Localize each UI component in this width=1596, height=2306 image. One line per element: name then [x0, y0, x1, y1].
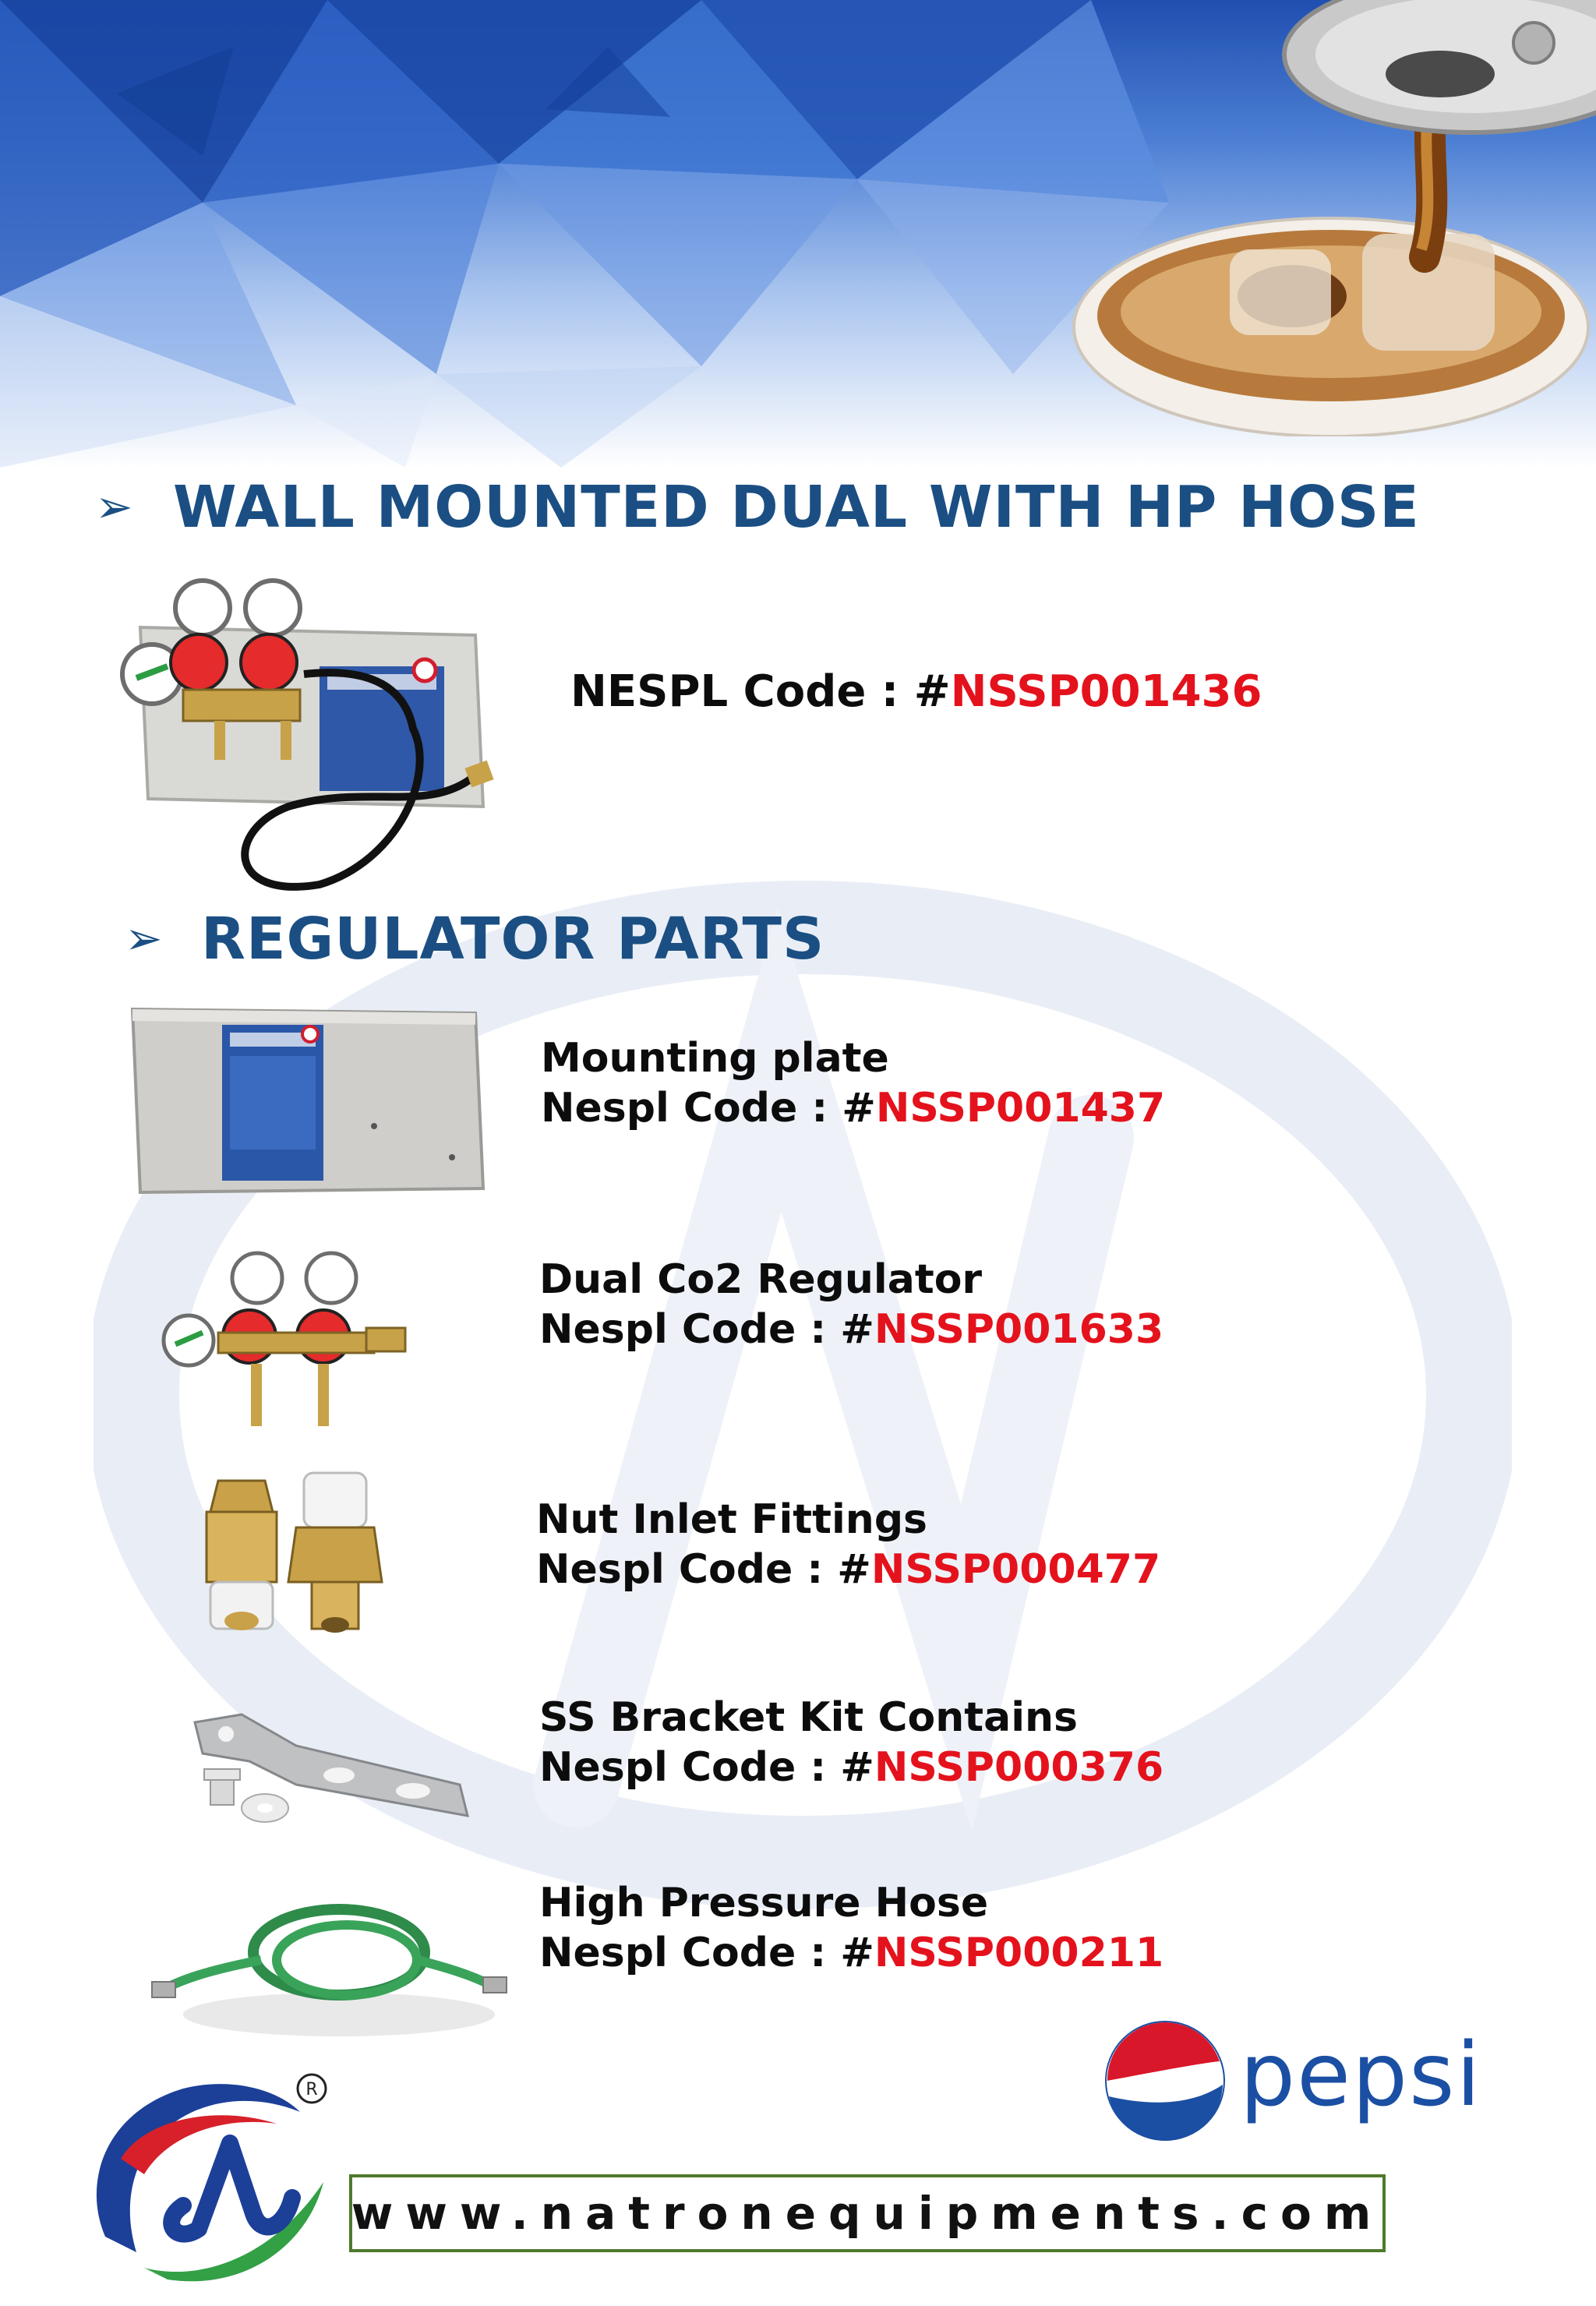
- website-banner: [349, 2174, 1386, 2252]
- part-dual-co2-regulator: [539, 1255, 1163, 1354]
- section2-arrow-icon: ➢: [125, 912, 163, 965]
- ss-bracket-kit-image: [179, 1699, 475, 1847]
- high-pressure-hose-image: [144, 1874, 510, 2046]
- part-mounting-plate: [541, 1033, 1165, 1133]
- part-nut-inlet-fittings: [536, 1495, 1160, 1594]
- part-high-pressure-hose: [539, 1878, 1163, 1978]
- part-code-value: NSSP001437: [875, 1085, 1166, 1132]
- mounting-plate-image: [125, 1001, 491, 1204]
- nut-inlet-fittings-image: [187, 1465, 405, 1644]
- main-code-value: NSSP001436: [950, 666, 1262, 717]
- section2-title: REGULATOR PARTS: [201, 906, 825, 973]
- part-code-label: Nespl Code : #: [539, 1306, 874, 1353]
- header-banner: [0, 0, 1596, 468]
- main-code-label: NESPL Code : #: [570, 666, 951, 717]
- part-code-label: Nespl Code : #: [539, 1744, 874, 1791]
- drink-pour-image: [1035, 0, 1596, 436]
- pepsi-globe-icon: [1103, 2018, 1227, 2143]
- part-name: Dual Co2 Regulator: [539, 1256, 983, 1303]
- part-code-value: NSSP000211: [874, 1930, 1164, 1976]
- part-name: Mounting plate: [541, 1035, 889, 1082]
- part-code-label: Nespl Code : #: [536, 1546, 871, 1593]
- main-product-code: [570, 666, 1262, 717]
- registered-mark-icon: R: [305, 2080, 318, 2099]
- part-name: High Pressure Hose: [539, 1880, 989, 1926]
- part-name: Nut Inlet Fittings: [536, 1496, 927, 1543]
- part-name: SS Bracket Kit Contains: [539, 1694, 1079, 1741]
- pepsi-wordmark: pepsi: [1240, 2025, 1482, 2126]
- part-code-label: Nespl Code : #: [541, 1085, 876, 1132]
- website-url[interactable]: www.natronequipments.com: [351, 2187, 1384, 2240]
- part-ss-bracket-kit: [539, 1693, 1163, 1792]
- section1-arrow-icon: ➢: [95, 480, 133, 533]
- part-code-label: Nespl Code : #: [539, 1930, 874, 1976]
- part-code-value: NSSP001633: [874, 1306, 1164, 1353]
- wall-mounted-dual-image: [70, 573, 507, 900]
- section1-title: WALL MOUNTED DUAL WITH HP HOSE: [173, 474, 1420, 541]
- part-code-value: NSSP000477: [870, 1546, 1161, 1593]
- natron-logo: [74, 2057, 339, 2283]
- part-code-value: NSSP000376: [874, 1744, 1164, 1791]
- dual-co2-regulator-image: [156, 1247, 413, 1442]
- pepsi-logo: [1103, 2018, 1539, 2143]
